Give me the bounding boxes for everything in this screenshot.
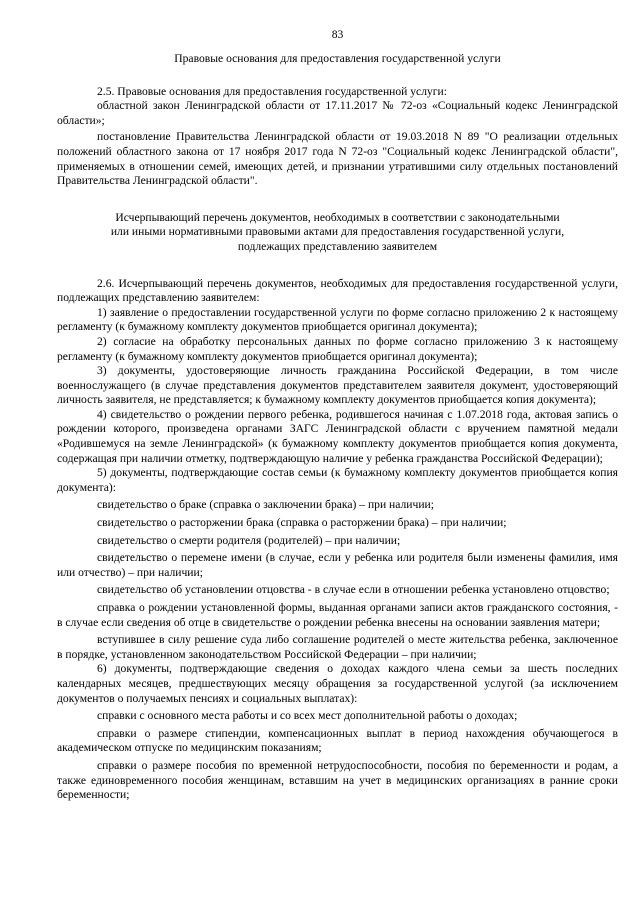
list-item: справки о размере пособия по временной нетрудоспособности, пособия по беременности и родам, а также единовременного пособия женщинам, вставшим на учет в медицинских организациях в ранние сроки беременности;	[57, 758, 618, 802]
list-item: свидетельство о смерти родителя (родителей) – при наличии;	[97, 533, 401, 547]
list-item: 2) согласие на обработку персональных данных по форме согласно приложению 3 к настоящему регламенту (к бумажному комплекту документов приобщается оригинал документа);	[57, 334, 618, 363]
list-item: вступившее в силу решение суда либо соглашение родителей о месте жительства ребенка, заключенное в порядке, установленном законодательством Российской Федерации – при наличии;	[57, 633, 618, 661]
section-title-legal-grounds: Правовые основания для предоставления государственной услуги	[174, 52, 501, 65]
list-item: справки о размере стипендии, компенсационных выплат в период нахождения обучающегося в академическом отпуске по медицинским показаниям;	[57, 726, 618, 755]
list-item: справки с основного места работы и со всех мест дополнительной работы о доходах;	[97, 709, 518, 723]
list-item: 5) документы, подтверждающие состав семьи (к бумажному комплекту документов приобщается копия документа):	[57, 466, 618, 494]
paragraph-law-1: областной закон Ленинградской области от 17.11.2017 № 72-оз «Социальный кодекс Ленинградской области»;	[57, 99, 618, 127]
list-item: свидетельство о перемене имени (в случае, если у ребенка или родителя были изменены фамилия, имя или отчество) – при наличии;	[57, 551, 618, 579]
list-item: 3) документы, удостоверяющие личность гражданина Российской Федерации, в том числе военнослужащего (в случае представления документов представителем заявителя документ, удостоверяющий личность заявителя, не представляется; к бумажному комплекту документов приобщается копия документа);	[57, 364, 618, 407]
paragraph-2-6: 2.6. Исчерпывающий перечень документов, необходимых для предоставления государственной услуги, подлежащих представлению заявителем:	[57, 276, 618, 305]
section-title-line: подлежащих представлению заявителем	[237, 239, 438, 253]
list-item: свидетельство о браке (справка о заключении брака) – при наличии;	[97, 498, 434, 512]
list-item: справка о рождении установленной формы, выданная органами записи актов гражданского состояния, - в случае если сведения об отце в свидетельстве о рождении ребенка внесены на основании заявления матери;	[57, 601, 618, 629]
list-item: свидетельство о расторжении брака (справка о расторжении брака) – при наличии;	[97, 516, 507, 530]
paragraph-law-2: постановление Правительства Ленинградской области от 19.03.2018 N 89 "О реализации отдельных положений областного закона от 17 ноября 2017 года N 72-оз "Социальный кодекс Ленинградской области", применяемых в отношении семей, имеющих детей, и признании утратившими силу отдельных постановлений Правительства Ленинградской области".	[57, 130, 618, 188]
list-item: 1) заявление о предоставлении государственной услуги по форме согласно приложению 2 к настоящему регламенту (к бумажному комплекту документов приобщается оригинал документа);	[57, 305, 618, 334]
section-title-line: или иными нормативными правовыми актами для предоставления государственной услуги,	[110, 225, 565, 239]
list-item: свидетельство об установлении отцовства - в случае если в отношении ребенка установлено отцовство;	[97, 583, 610, 597]
list-item: 4) свидетельство о рождении первого ребенка, родившегося начиная с 1.07.2018 года, актовая запись о рождении которого, произведена органами ЗАГС Ленинградской области с вручением памятной медали «Родившемуся на земле Ленинградской» (к бумажному комплекту документов приобщается копия документа, содержащая при наличии отметку, подтверждающую наличие у ребенка гражданства Российской Федерации);	[57, 407, 618, 465]
section-title-documents	[57, 211, 618, 255]
paragraph-2-5: 2.5. Правовые основания для предоставления государственной услуги:	[97, 84, 447, 98]
page-number: 83	[331, 28, 344, 41]
list-item: 6) документы, подтверждающие сведения о доходах каждого члена семьи за шесть последних календарных месяцев, предшествующих месяцу обращения за государственной услугой (за исключением документов о получаемых пенсиях и социальных выплатах):	[57, 662, 618, 705]
section-title-line: Исчерпывающий перечень документов, необходимых в соответствии с законодательными	[115, 210, 560, 224]
